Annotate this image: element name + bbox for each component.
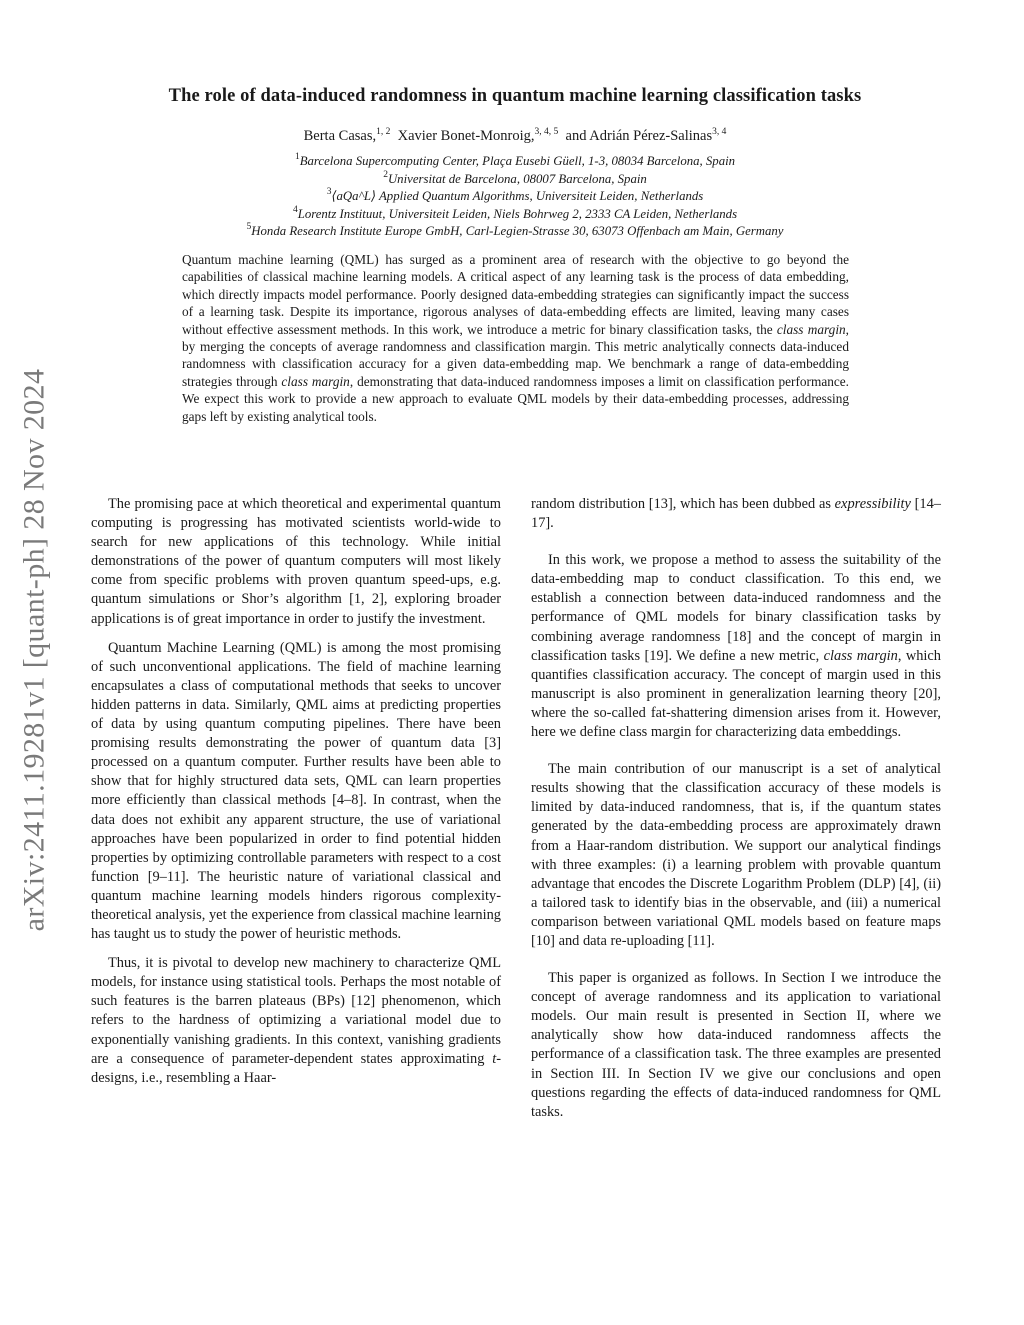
author-list (70, 128, 960, 145)
author-perez-salinas: and Adrián Pérez-Salinas$^{3, 4}$ (565, 127, 727, 144)
arxiv-side-identifier (13, 330, 55, 970)
intro-paragraph-5: The main contribution of our manuscript is a set of analytical results showing that the classification accuracy of these models is limited by data-induced randomness, that is, if the quantum states generated by the data-embedding process are approximately drawn from a Haar-random distribution. We support our analytical findings with three examples: (i) a learning problem with provable quantum advantage that encodes the Discrete Logarithm Problem (DLP) [4], (ii) a tailored task to identify bias in the observable, and (iii) a numerical comparison between variational QML models based on feature maps [10] and data re-uploading [11]. (531, 761, 941, 949)
arxiv-id-text: arXiv:2411.19281v1 [quant-ph] 28 Nov 2024 (17, 368, 50, 932)
intro-paragraph-1: The promising pace at which theoretical and experimental quantum computing is progressing has motivated scientists world-wide to search for new applications of this technology. While initial demonstrations of the power of quantum computers will most likely come from specific problems with proven quantum speed-ups, e.g. quantum simulations or Shor’s algorithm [1, 2], exploring broader applications is of great importance in order to justify the investment. (91, 496, 501, 627)
author-bonet-monroig: Xavier Bonet-Monroig,$^{3, 4, 5}$ (397, 127, 559, 144)
affiliation-4: $^4$Lorentz Instituut, Universiteit Leiden, Niels Bohrweg 2, 2333 CA Leiden, Netherlands (292, 204, 738, 221)
abstract: Quantum machine learning (QML) has surged as a prominent area of research with the objective to go beyond the capabilities of classical machine learning models. A critical aspect of any learning task is the process of data embedding, which directly impacts model performance. Poorly designed data-embedding strategies can significantly impact the success of a learning task. Despite its importance, rigorous analyses of data-embedding effects are limited, leaving many cases without effective assessment methods. In this work, we introduce a metric for binary classification tasks, the class margin, by merging the concepts of average randomness and classification margin. This metric analytically connects data-induced randomness with classification accuracy for a given data-embedding map. We benchmark a range of data-embedding strategies through class margin, demonstrating that data-induced randomness imposes a limit on classification performance. We expect this work to provide a new approach to evaluate QML models by their data-embedding processes, addressing gaps left by existing analytical tools. (182, 252, 850, 424)
intro-paragraph-2: Quantum Machine Learning (QML) is among the most promising of such unconventional applications. The field of machine learning encapsulates a class of computational methods that seeks to uncover hidden patterns in data. Similarly, QML aims at predicting properties of data by using quantum computing pipelines. There have been promising results demonstrating the power of quantum data [3] processed on a quantum computer. Further results have been able to show that for highly structured data sets, QML can learn properties more efficiently than classical methods [4–8]. In contrast, when the data does not exhibit any apparent structure, the use of variational approaches have been popularized in order to find potential hidden properties by optimizing controllable parameters with respect to a cost function [9–11]. The heuristic nature of variational classical and quantum machine learning models hinders rigorous complexity-theoretical analysis, yet the experience from classical machine learning has taught us to study the power of heuristic methods. (91, 639, 501, 943)
intro-paragraph-3-continued: random distribution [13], which has been dubbed as expressibility [14–17]. (531, 496, 941, 532)
intro-paragraph-6: This paper is organized as follows. In Section I we introduce the concept of average randomness and its application to variational models. Our main result is presented in Section II, where we analytically show how data-induced randomness affects the performance of a classification task. The three examples are presented in Section III. In Section IV we give our conclusions and open questions regarding the effects of data-induced randomness for QML tasks. (531, 970, 941, 1120)
intro-paragraph-3: Thus, it is pivotal to develop new machinery to characterize QML models, for instance using statistical tools. Perhaps the most notable of such features is the barren plateaus (BPs) [12] phenomenon, which refers to the hardness of optimizing a variational model due to exponentially vanishing gradients. In this context, vanishing gradients are a consequence of parameter-dependent states approximating t-designs, i.e., resembling a Haar- (91, 955, 501, 1086)
right-column (531, 495, 941, 1122)
affiliation-2: $^2$Universitat de Barcelona, 08007 Barcelona, Spain (383, 169, 647, 186)
affiliation-1: $^1$Barcelona Supercomputing Center, Plaça Eusebi Güell, 1-3, 08034 Barcelona, Spain (294, 152, 736, 168)
paper-title: The role of data-induced randomness in quantum machine learning classification tasks (168, 86, 862, 106)
affiliation-3: $^3$⟨aQa^L⟩ Applied Quantum Algorithms, Universiteit Leiden, Netherlands (326, 187, 704, 203)
intro-paragraph-4: In this work, we propose a method to assess the suitability of the data-embedding map to conduct classification. To this end, we establish a connection between data-induced randomness and the performance of QML models for binary classification tasks by combining average randomness [18] and the concept of margin in classification tasks [19]. We define a new metric, class margin, which quantifies classification accuracy. The concept of margin used in this manuscript is also prominent in generalization learning theory [20], where the so-called fat-shattering dimension arises from it. However, here we define class margin for characterizing data embeddings. (531, 552, 941, 741)
affiliation-5: $^5$Honda Research Institute Europe GmbH, Carl-Legien-Strasse 30, 63073 Offenbach am Main, Germany (246, 222, 784, 238)
left-column (91, 495, 501, 1088)
author-casas: Berta Casas,$^{1, 2}$ (303, 127, 391, 144)
affiliations (70, 153, 960, 241)
